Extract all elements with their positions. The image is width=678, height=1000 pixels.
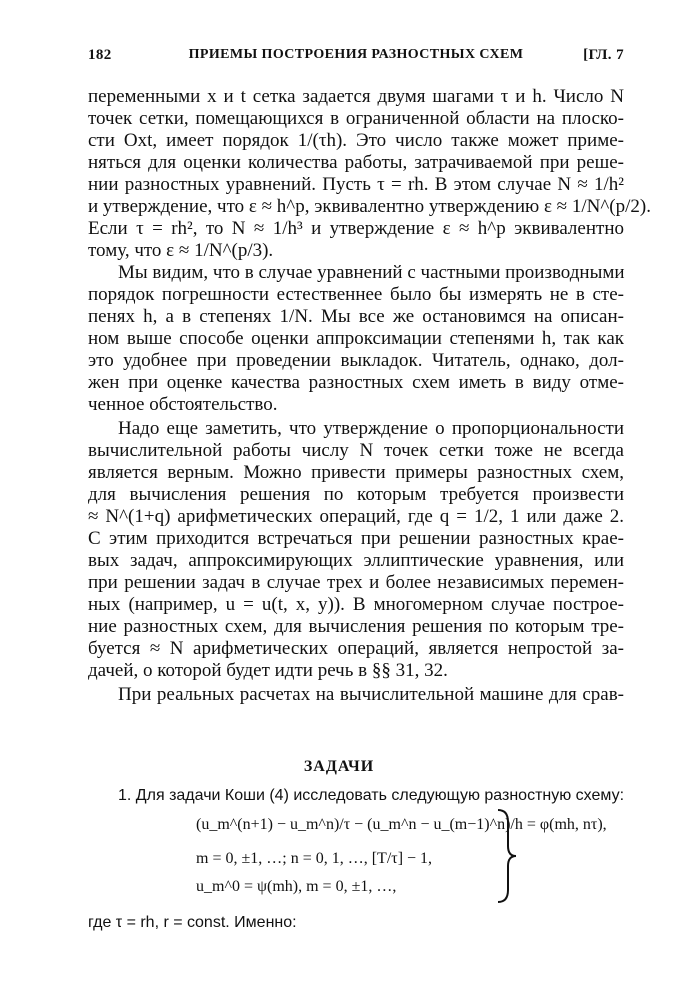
difference-scheme-formula: [196, 812, 607, 908]
text-line: ченное обстоятельство.: [88, 394, 278, 415]
text-line: буется ≈ N арифметических операций, является непростой за-: [88, 638, 624, 659]
text-line: дачей, о которой будет идти речь в §§ 31, 32.: [88, 660, 448, 681]
footer-line: где τ = rh, r = const. Именно:: [88, 914, 297, 931]
text-line: является верным. Можно привести примеры разностных схем,: [88, 462, 624, 483]
text-line: для вычисления решения по которым требуется произвести: [88, 484, 624, 505]
text-line: жен при оценке качества разностных схем иметь в виду отме-: [88, 372, 624, 393]
text-line: порядок погрешности естественнее было бы измерять не в сте-: [88, 284, 624, 305]
task-statement: 1. Для задачи Коши (4) исследовать следующую разностную схему:: [118, 787, 625, 804]
paragraph-first-line: Мы видим, что в случае уравнений с частными производными: [118, 262, 625, 283]
running-title: ПРИЕМЫ ПОСТРОЕНИЯ РАЗНОСТНЫХ СХЕМ: [188, 47, 524, 62]
text-line: ном выше способе оценки аппроксимации степенями h, так как: [88, 328, 624, 349]
text-line: при решении задач в случае трех и более независимых перемен-: [88, 572, 624, 593]
text-line: С этим приходится встречаться при решении разностных крае-: [88, 528, 624, 549]
text-line: вых задач, аппроксимирующих эллиптические уравнения, или: [88, 550, 624, 571]
chapter-label: [ГЛ. 7: [583, 47, 624, 63]
formula-row-indices: m = 0, ±1, …; n = 0, 1, …, [T/τ] − 1,: [196, 850, 433, 867]
text-line: ных (например, u = u(t, x, y)). В многомерном случае построе-: [88, 594, 624, 615]
right-brace-icon: [494, 808, 518, 904]
text-line: точек сетки, помещающихся в ограниченной области на плоско-: [88, 108, 624, 129]
text-line: переменными x и t сетка задается двумя шагами τ и h. Число N: [88, 86, 624, 107]
text-line: вычислительной работы числу N точек сетки тоже не всегда: [88, 440, 624, 461]
formula-row-equation: (u_m^(n+1) − u_m^n)/τ − (u_m^n − u_(m−1)^n)/h = φ(mh, nτ),: [196, 816, 607, 833]
section-heading: ЗАДАЧИ: [303, 758, 375, 775]
page-number: 182: [88, 47, 112, 63]
text-line: и утверждение, что ε ≈ h^p, эквивалентно утверждению ε ≈ 1/N^(p/2).: [88, 196, 651, 217]
running-header: [88, 47, 624, 69]
text-line: ние разностных схем, для вычисления решения по которым тре-: [88, 616, 624, 637]
text-line: сти Oxt, имеет порядок 1/(τh). Это число также может приме-: [88, 130, 624, 151]
text-line: нии разностных уравнений. Пусть τ = rh. В этом случае N ≈ 1/h²: [88, 174, 624, 195]
text-line: пенях h, а в степенях 1/N. Мы все же остановимся на описан-: [88, 306, 624, 327]
paragraph-first-line: При реальных расчетах на вычислительной машине для срав-: [118, 684, 624, 705]
text-line: Если τ = rh², то N ≈ 1/h³ и утверждение ε ≈ h^p эквивалентно: [88, 218, 624, 239]
text-line: ≈ N^(1+q) арифметических операций, где q = 1/2, 1 или даже 2.: [88, 506, 624, 527]
text-line: няться для оценки количества работы, затрачиваемой при реше-: [88, 152, 624, 173]
formula-row-initial: u_m^0 = ψ(mh), m = 0, ±1, …,: [196, 878, 397, 895]
text-line: это удобнее при проведении выкладок. Читатель, однако, дол-: [88, 350, 624, 371]
text-line: тому, что ε ≈ 1/N^(p/3).: [88, 240, 274, 261]
paragraph-first-line: Надо еще заметить, что утверждение о пропорциональности: [118, 418, 624, 439]
